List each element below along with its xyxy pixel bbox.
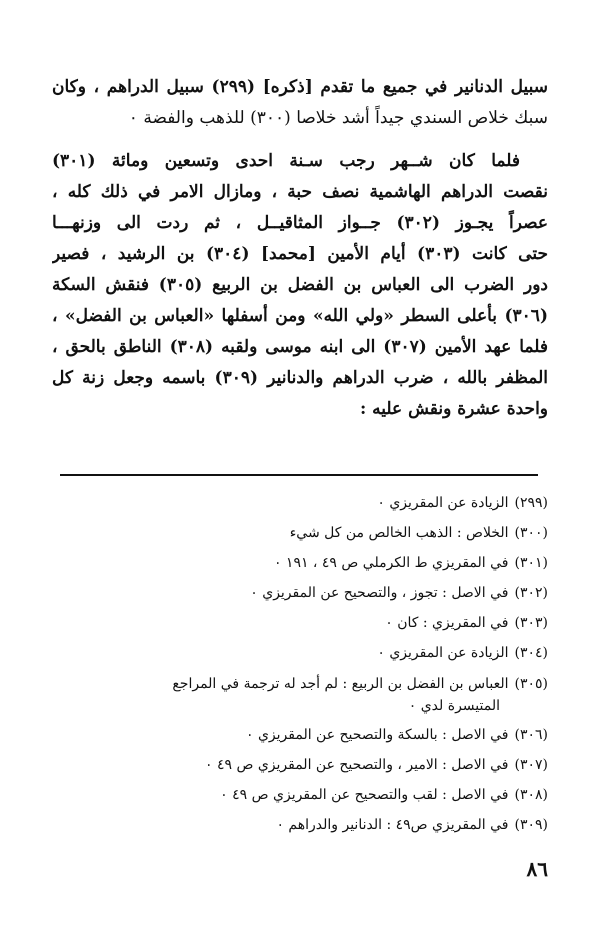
footnote-text: في الاصل : الامير ، والتصحيح عن المقريزي ص ٤٩ ٠	[204, 757, 509, 773]
footnote-text: العباس بن الفضل بن الربيع : لم أجد له ترجمة في المراجع	[172, 676, 509, 692]
text-line: عصراً يجـوز (٣٠٢) جــواز المثاقيــل ، ثم ردت الى وزنهـــا	[52, 213, 548, 233]
footnote-number: (٣٠٣)	[514, 615, 548, 631]
footnote-text: في الاصل : لقب والتصحيح عن المقريزي ص ٤٩ ٠	[220, 787, 509, 803]
footnote-number: (٢٩٩)	[514, 495, 548, 511]
text-line: واحدة عشرة ونقش عليه :	[359, 399, 548, 419]
footnote	[60, 750, 548, 780]
footnote-number: (٣٠٨)	[514, 787, 548, 803]
footnote-text: الزيادة عن المقريزي ٠	[377, 645, 509, 661]
footnote-text: الخلاص : الذهب الخالص من كل شيء	[289, 525, 509, 541]
footnote-number: (٣٠٧)	[514, 757, 548, 773]
footnote-text: في الاصل : تجوز ، والتصحيح عن المقريزي ٠	[250, 585, 509, 601]
footnote	[60, 668, 548, 720]
footnote	[60, 810, 548, 840]
text-line: (٣٠٦) بأعلى السطر «ولي الله» ومن أسفلها «العباس بن الفضل» ،	[52, 306, 548, 326]
footnote-number: (٣٠٤)	[514, 645, 548, 661]
footnote	[60, 638, 548, 668]
main-text	[52, 72, 548, 425]
footnote-divider	[60, 474, 538, 476]
paragraph	[52, 146, 548, 425]
footnote-number: (٣٠٢)	[514, 585, 548, 601]
text-line: دور الضرب الى العباس بن الفضل بن الربيع (٣٠٥) فنقش السكة	[52, 275, 548, 295]
text-line: المظفر بالله ، ضرب الدراهم والدنانير (٣٠٩) باسمه وجعل زنة كل	[52, 368, 548, 388]
text-line: سبيل الدنانير في جميع ما تقدم [ذكره] (٢٩٩) سبيل الدراهم ، وكان	[52, 77, 548, 97]
footnote	[60, 720, 548, 750]
text-line: فلما كان شــهر رجب سـنة احدى وتسعين ومائة (٣٠١)	[52, 151, 520, 171]
footnote-text: في الاصل : بالسكة والتصحيح عن المقريزي ٠	[245, 727, 509, 743]
footnote-text: الزيادة عن المقريزي ٠	[377, 495, 509, 511]
page-number: ٨٦	[526, 857, 548, 881]
paragraph	[52, 72, 548, 134]
footnote	[60, 548, 548, 578]
footnote-text: في المقريزي ط الكرملي ص ٤٩ ، ١٩١ ٠	[273, 555, 509, 571]
footnote-number: (٣٠٩)	[514, 817, 548, 833]
footnote-text-continued: المتيسرة لدي ٠	[408, 698, 500, 714]
footnote-number: (٣٠٠)	[514, 525, 548, 541]
text-line: سبك خلاص السندي جيداً أشد خلاصا (٣٠٠) للذهب والفضة ٠	[128, 108, 548, 128]
footnote	[60, 488, 548, 518]
footnote-text: في المقريزي ص٤٩ : الدنانير والدراهم ٠	[276, 817, 509, 833]
footnote-number: (٣٠١)	[514, 555, 548, 571]
footnote-number: (٣٠٥)	[514, 676, 548, 692]
footnote	[60, 578, 548, 608]
text-line: فلما عهد الأمين (٣٠٧) الى ابنه موسى ولقبه (٣٠٨) الناطق بالحق ،	[52, 337, 548, 357]
footnotes	[60, 488, 548, 840]
footnote	[60, 518, 548, 548]
footnote-text: في المقريزي : كان ٠	[385, 615, 509, 631]
text-line: نقصت الدراهم الهاشمية نصف حبة ، ومازال الامر في ذلك كله ،	[52, 182, 548, 202]
text-line: حتى كانت (٣٠٣) أيام الأمين [محمد] (٣٠٤) بن الرشيد ، فصير	[52, 244, 548, 264]
footnote-number: (٣٠٦)	[514, 727, 548, 743]
footnote	[60, 608, 548, 638]
footnote	[60, 780, 548, 810]
